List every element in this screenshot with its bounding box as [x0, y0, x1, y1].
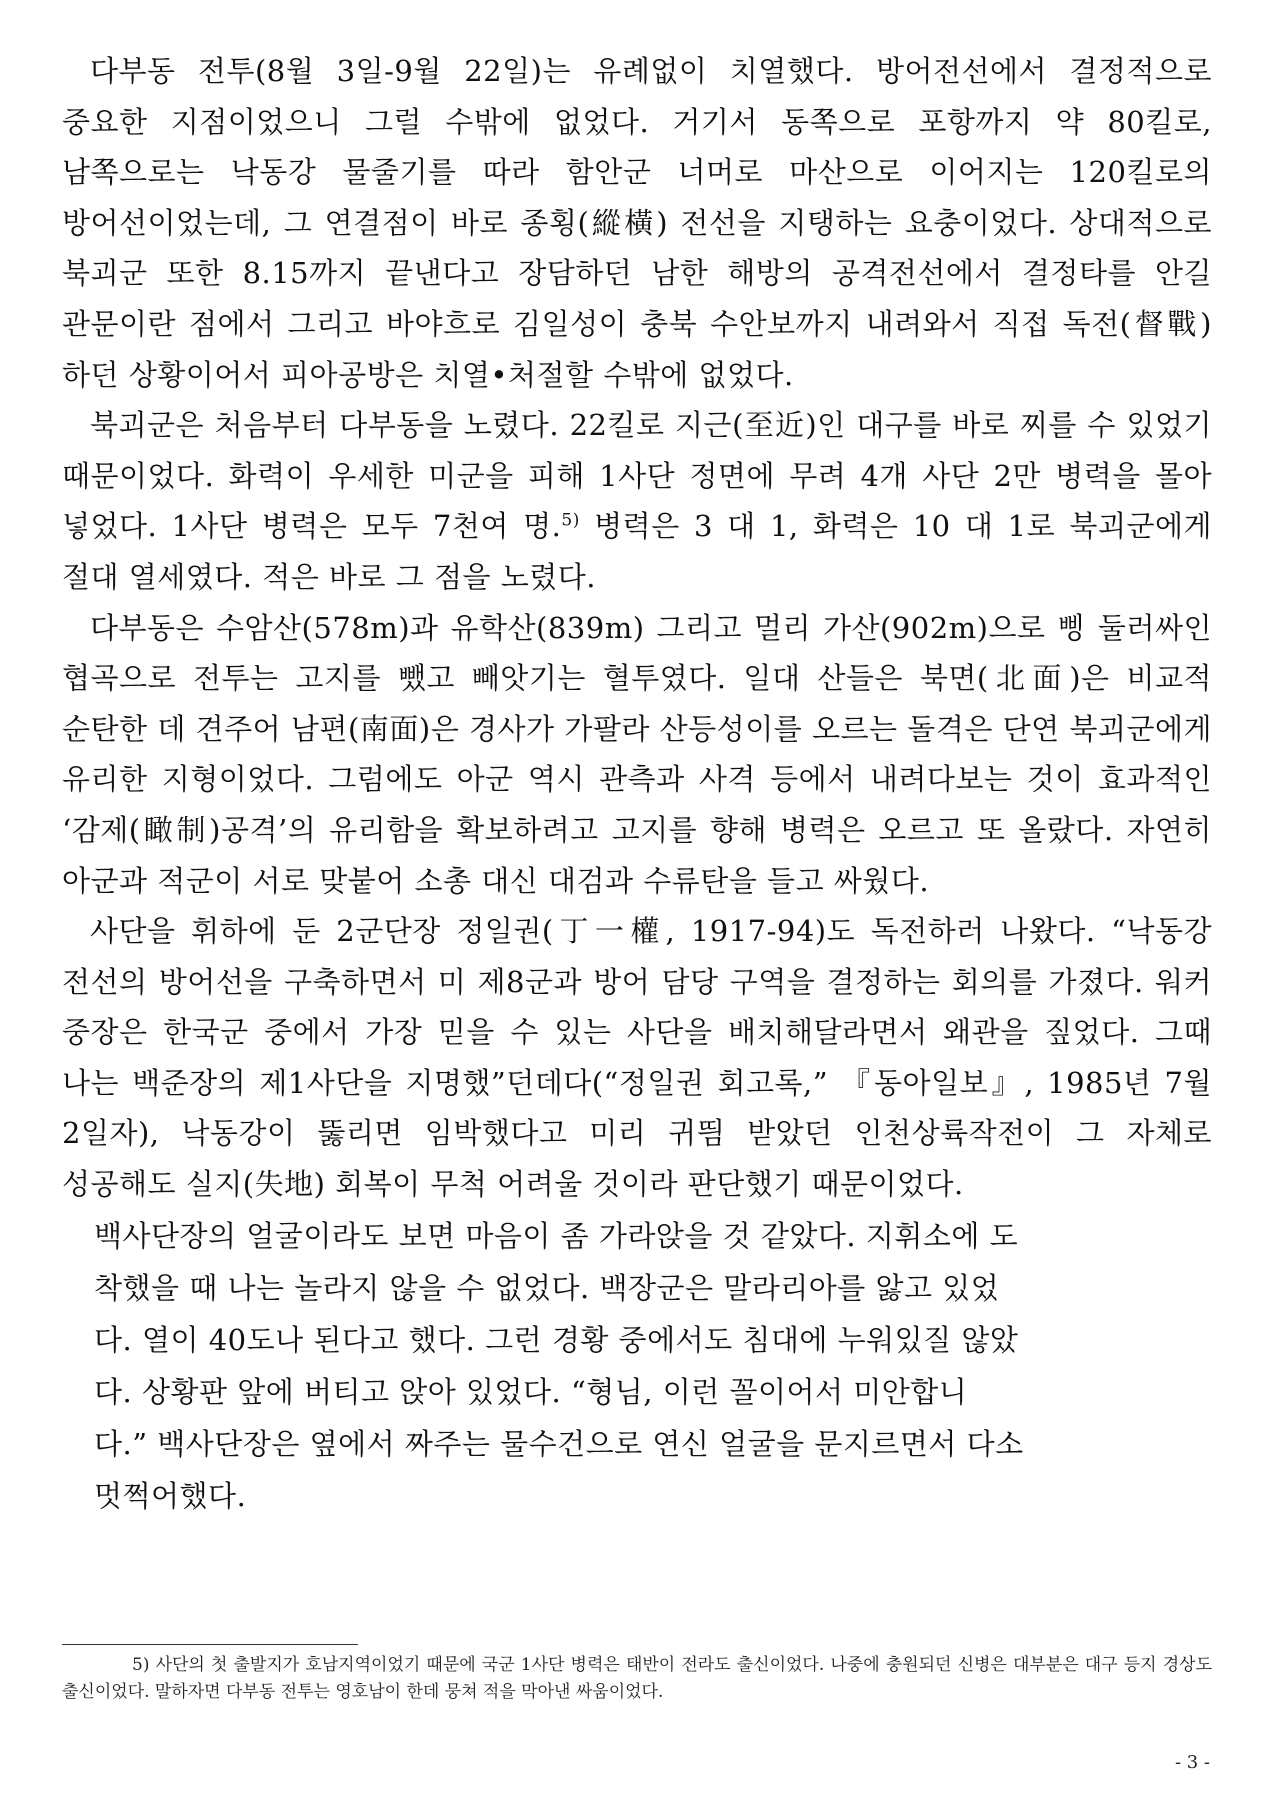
footnote-reference-5[interactable]: 5): [561, 510, 580, 531]
quote-line-5: 다.” 백사단장은 옆에서 짜주는 물수건으로 연신 얼굴을 문지르면서 다소: [94, 1426, 1024, 1461]
block-quote: [62, 1210, 1212, 1522]
paragraph-4: 사단을 휘하에 둔 2군단장 정일권(丁一權, 1917-94)도 독전하러 나왔다. “낙동강 전선의 방어선을 구축하면서 미 제8군과 방어 담당 구역을 결정하는 회의를 가졌다. 워커 중장은 한국군 중에서 가장 믿을 수 있는 사단을 배치해달라면서 왜관을 짚었다. 그때 나는 백준장의 제1사단을 지명했”던데다(“정일권 회고록,” 『동아일보』, 1985년 7월 2일자), 낙동강이 뚫리면 임박했다고 미리 귀띔 받았던 인천상륙작전이 그 자체로 성공해도 실지(失地) 회복이 무척 어려울 것이라 판단했기 때문이었다.: [62, 914, 1212, 1202]
quote-line-4: 다. 상황판 앞에 버티고 앉아 있었다. “형님, 이런 꼴이어서 미안합니: [94, 1374, 968, 1409]
footnote-5: 5) 사단의 첫 출발지가 호남지역이었기 때문에 국군 1사단 병력은 태반이 전라도 출신이었다. 나중에 충원되던 신병은 대부분은 대구 등지 경상도 출신이었다. 말하자면 다부동 전투는 영호남이 한데 뭉쳐 적을 막아낸 싸움이었다.: [62, 1655, 1212, 1702]
footnote-divider: [62, 1644, 358, 1645]
body-text: [62, 46, 1212, 1522]
paragraph-2-text-after: 병력은 3 대 1, 화력은 10 대 1로 북괴군에게 절대 열세였다. 적은 바로 그 점을 노렸다.: [62, 509, 1212, 594]
paragraph-2: [62, 400, 1212, 602]
quote-line-1: 백사단장의 얼굴이라도 보면 마음이 좀 가라앉을 것 같았다. 지휘소에 도: [94, 1218, 1019, 1253]
quote-line-3: 다. 열이 40도나 된다고 했다. 그런 경황 중에서도 침대에 누워있질 않았: [94, 1322, 1019, 1357]
quote-line-6: 멋쩍어했다.: [94, 1478, 247, 1513]
paragraph-2-text-before: 북괴군은 처음부터 다부동을 노렸다. 22킬로 지근(至近)인 대구를 바로 찌를 수 있었기 때문이었다. 화력이 우세한 미군을 피해 1사단 정면에 무려 4개 사단 2만 병력을 몰아 넣었다. 1사단 병력은 모두 7천여 명.: [62, 408, 1212, 544]
page-number: - 3 -: [1174, 1752, 1210, 1773]
quote-line-2: 착했을 때 나는 놀라지 않을 수 없었다. 백장군은 말라리아를 앓고 있었: [94, 1270, 1000, 1305]
paragraph-1: 다부동 전투(8월 3일-9월 22일)는 유례없이 치열했다. 방어전선에서 결정적으로 중요한 지점이었으니 그럴 수밖에 없었다. 거기서 동쪽으로 포항까지 약 80킬로, 남쪽으로는 낙동강 물줄기를 따라 함안군 너머로 마산으로 이어지는 120킬로의 방어선이었는데, 그 연결점이 바로 종횡(縱橫) 전선을 지탱하는 요충이었다. 상대적으로 북괴군 또한 8.15까지 끝낸다고 장담하던 남한 해방의 공격전선에서 결정타를 안길 관문이란 점에서 그리고 바야흐로 김일성이 충북 수안보까지 내려와서 직접 독전(督戰)하던 상황이어서 피아공방은 치열•처절할 수밖에 없었다.: [62, 54, 1212, 392]
paragraph-3: 다부동은 수암산(578m)과 유학산(839m) 그리고 멀리 가산(902m)으로 삥 둘러싸인 협곡으로 전투는 고지를 뺐고 빼앗기는 혈투였다. 일대 산들은 북면(北面)은 비교적 순탄한 데 견주어 남편(南面)은 경사가 가팔라 산등성이를 오르는 돌격은 단연 북괴군에게 유리한 지형이었다. 그럼에도 아군 역시 관측과 사격 등에서 내려다보는 것이 효과적인 ‘감제(瞰制)공격’의 유리함을 확보하려고 고지를 향해 병력은 오르고 또 올랐다. 자연히 아군과 적군이 서로 맞붙어 소총 대신 대검과 수류탄을 들고 싸웠다.: [62, 610, 1212, 898]
